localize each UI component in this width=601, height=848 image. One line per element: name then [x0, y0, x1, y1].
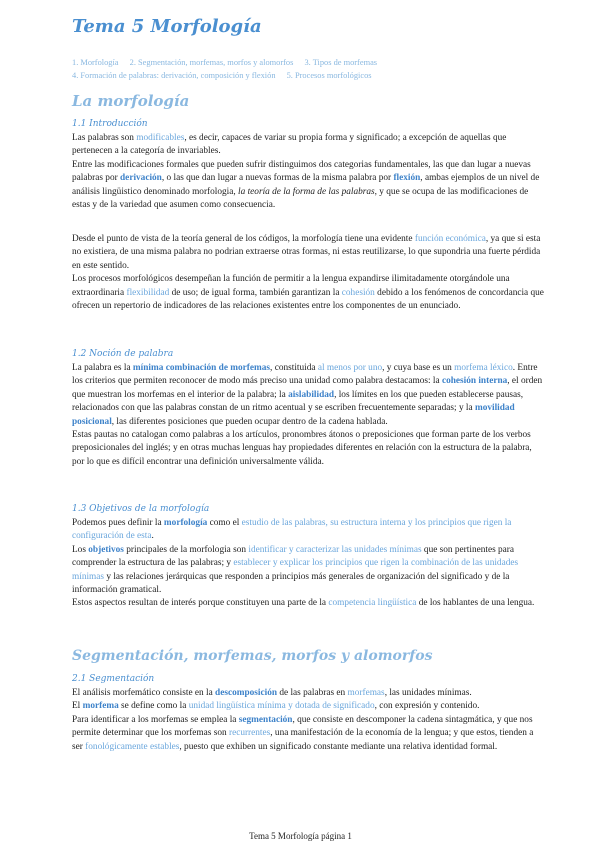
text: , ambas ejemplos de un nivel de análisis lingüistico denominado morfologia,	[72, 173, 540, 197]
highlight: función económica	[414, 234, 486, 244]
subheading-introduccion: 1.1 Introducción	[72, 119, 148, 129]
text: , los límites en los que pueden establecerse pausas, relacionados con que las palabras constan de un ritmo acentual y se escriben frecuentemente separadas; y la	[72, 389, 524, 414]
intro-text-2	[72, 233, 546, 313]
highlight: identificar y caracterizar las unidades mínimas	[248, 544, 422, 555]
text: , es decir, capaces de variar su propia forma y significado; a excepción de aquellas que pertenecen a la categoría de invariables.	[72, 133, 507, 157]
text: , que consiste en descomponer la cadena sintagmática, y que nos permite determinar que los morfemas son	[72, 714, 533, 739]
paragraph	[72, 159, 546, 213]
paragraph	[72, 362, 546, 429]
subheading-segmentacion: 2.1 Segmentación	[72, 674, 155, 684]
text: , las unidades mínimas.	[384, 688, 472, 698]
text: , constituida	[270, 363, 318, 373]
text: principales de la morfologia son	[123, 544, 249, 555]
highlight: flexibilidad	[126, 287, 170, 298]
subheading-objetivos: 1.3 Objetivos de la morfología	[72, 504, 210, 514]
toc-item-formacion-palabras[interactable]: 4. Formación de palabras: derivación, composición y flexión	[72, 71, 276, 80]
emphasis: la teoría de la forma de las palabras	[238, 186, 375, 197]
toc-item-tipos-morfemas[interactable]: 3. Tipos de morfemas	[304, 58, 378, 67]
text: , ya que si esta no existiera, de una misma palabra no podrian extraerse otras formas, ni estas reutilizarse, lo que supondria una fuerte pérdida en este sentido.	[72, 234, 541, 271]
toc-item-morfologia[interactable]: 1. Morfología	[72, 58, 119, 67]
text: Entre las modificaciones formales que pueden sufrir distinguimos dos categorias fundamentales, las que dan lugar a nuevas palabras por	[72, 159, 531, 184]
text: debido a los fenómenos de concordancia que ofrecen un repertorio de indicadores de las relaciones existentes entre los componentes de un enunciado.	[72, 287, 544, 312]
paragraph	[72, 687, 546, 700]
section-heading-morfologia: La morfología	[72, 92, 190, 110]
text: Desde el punto de vista de la teoría general de los códigos, la morfología tiene una evidente	[72, 234, 415, 244]
paragraph	[72, 273, 546, 313]
text: El	[72, 701, 83, 712]
text: se define como la	[118, 701, 189, 712]
text: Los	[72, 544, 89, 555]
text: , y cuya base es un	[382, 363, 455, 373]
highlight: unidad lingüística mínima y dotada de significado	[188, 701, 375, 712]
toc-item-procesos[interactable]: 5. Procesos morfológicos	[286, 71, 372, 80]
highlight: mínima combinación de morfemas	[132, 363, 271, 373]
highlight: fonológicamente estables	[85, 741, 180, 752]
text: .	[151, 531, 154, 542]
text: , el orden que muestran los morfemas en el interior de la palabra; la	[72, 376, 543, 400]
paragraph	[72, 597, 546, 610]
page-footer: Tema 5 Morfología página 1	[249, 831, 352, 841]
text: El análisis morfemático consiste en la	[72, 688, 216, 698]
text: de las palabras en	[277, 688, 348, 698]
highlight: flexión	[393, 173, 421, 184]
text: de los hablantes de una lengua.	[416, 598, 535, 609]
text: , puesto que exhiben un significado constante mediante una relativa identidad formal.	[179, 741, 498, 752]
highlight: modificables	[136, 133, 185, 143]
subheading-nocion-palabra: 1.2 Noción de palabra	[72, 349, 174, 359]
text: Podemos pues definir la	[72, 518, 164, 528]
segmentacion-text	[72, 687, 546, 754]
text: . Entre los criterios que permiten reconocer de modo más preciso una unidad como palabra destacamos: la	[72, 363, 538, 387]
highlight: descomposición	[215, 688, 278, 698]
highlight: cohesión	[341, 287, 375, 298]
highlight: establecer y explicar los principios que rigen la combinación de las unidades mínimas	[72, 558, 519, 582]
highlight: segmentación	[238, 714, 293, 725]
paragraph: Estas pautas no catalogan como palabras a los artículos, pronombres átonos o preposiciones que forman parte de los verbos preposicionales del inglés; y en otras muchas lenguas hay propiedades diferentes en relación con la estructura de la palabra, por lo que es difícil encontrar una definición universalmente válida.	[72, 430, 532, 467]
text: Para identificar a los morfemas se emplea la	[72, 714, 239, 725]
text: La palabra es la	[72, 363, 133, 373]
highlight: morfología	[163, 518, 208, 528]
text: Estos aspectos resultan de interés porque constituyen una parte de la	[72, 598, 329, 609]
highlight: competencia lingüística	[328, 598, 417, 609]
highlight: morfema	[82, 701, 119, 712]
highlight: morfema léxico	[454, 363, 513, 373]
section-heading-segmentacion: Segmentación, morfemas, morfos y alomorfos	[72, 648, 433, 664]
highlight: al menos por uno	[317, 363, 383, 373]
nocion-text	[72, 362, 546, 469]
highlight: morfemas	[347, 688, 385, 698]
highlight: recurrentes	[228, 728, 271, 739]
text: como el	[207, 518, 242, 528]
highlight: cohesión interna	[441, 376, 508, 387]
paragraph	[72, 132, 546, 159]
toc-item-segmentacion[interactable]: 2. Segmentación, morfemas, morfos y alomorfos	[129, 58, 294, 67]
text: y las relaciones jerárquicas que responden a principios más generales de organización del significado y de la información gramatical.	[72, 571, 510, 596]
text: que son pertinentes para comprender la estructura de las palabras; y	[72, 544, 515, 569]
paragraph	[72, 714, 546, 754]
objetivos-text	[72, 517, 546, 611]
text: , las diferentes posiciones que pueden ocupar dentro de la cadena hablada.	[111, 416, 388, 427]
highlight: aislabilidad	[288, 389, 335, 400]
intro-text	[72, 132, 546, 212]
highlight: objetivos	[88, 544, 124, 555]
text: de uso; de igual forma, también garantizan la	[169, 287, 342, 298]
paragraph	[72, 544, 546, 598]
paragraph	[72, 233, 546, 273]
paragraph	[72, 517, 546, 544]
page-title: Tema 5 Morfología	[72, 16, 262, 37]
text: , con expresión y contenido.	[374, 701, 480, 712]
text: , o las que dan lugar a nuevas formas de la misma palabra por	[161, 173, 394, 184]
highlight: derivación	[120, 173, 162, 184]
text: Los procesos morfológicos desempeñan la función de permitir a la lengua expandirse ilimitadamente otorgándole una extraordinaria	[72, 274, 510, 298]
text: , una manifestación de la economía de la lengua; y que estos, tienden a ser	[72, 728, 534, 752]
table-of-contents	[72, 56, 542, 82]
text: Las palabras son	[72, 133, 137, 143]
paragraph	[72, 700, 546, 713]
highlight: movilidad posicional	[72, 403, 515, 427]
highlight: estudio de las palabras, su estructura interna y los principios que rigen la configuración de esta	[72, 518, 512, 542]
text: , y que se ocupa de las modificaciones de estas y de la variedad que asumen como consecuencia.	[72, 186, 529, 211]
